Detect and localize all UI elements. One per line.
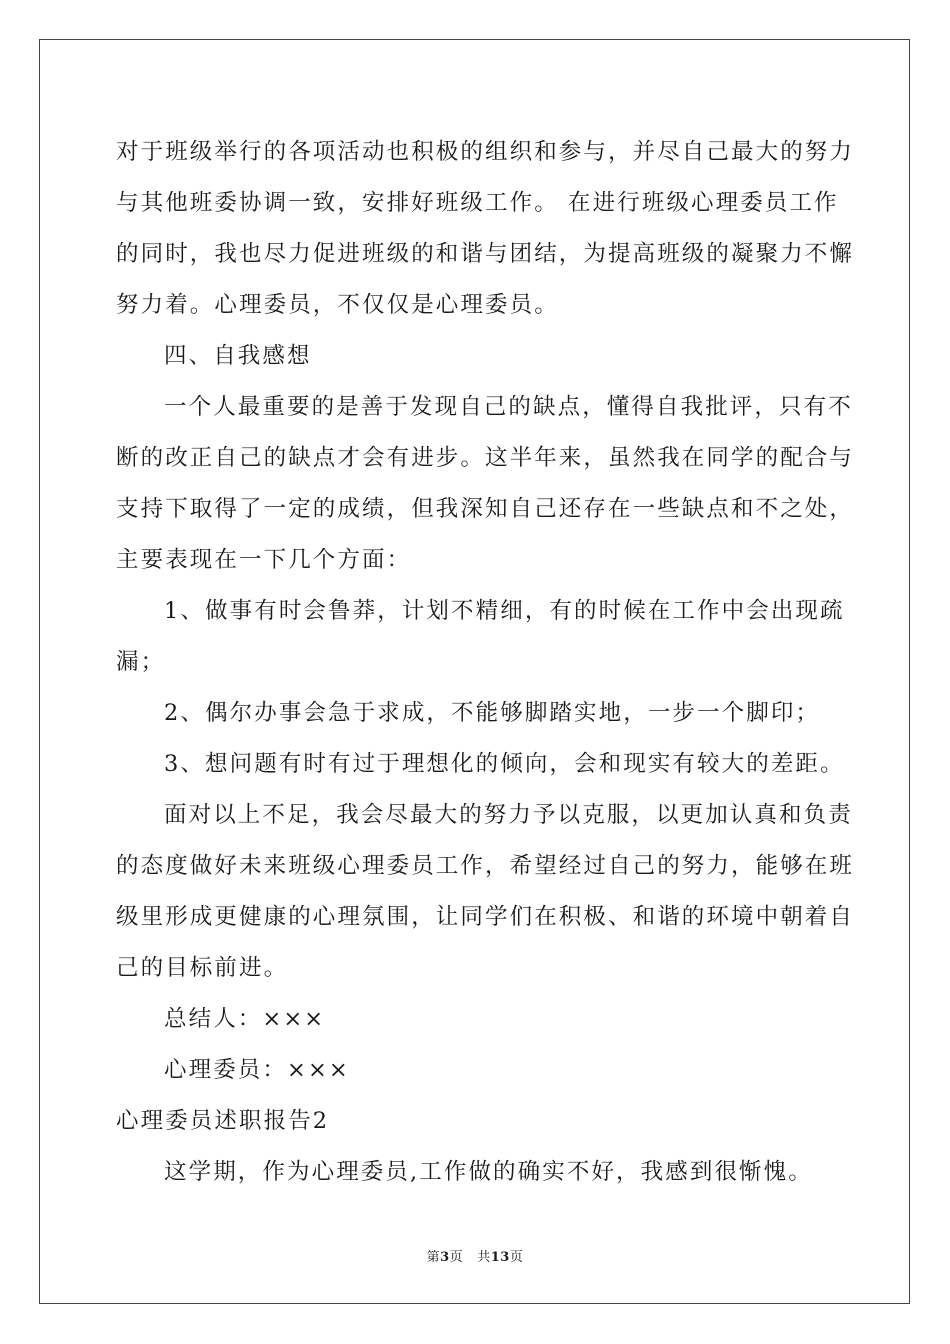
report-title: 心理委员述职报告2 bbox=[116, 1108, 330, 1134]
list-item: 3、想问题有时有过于理想化的倾向，会和现实有较大的差距。 bbox=[164, 751, 845, 777]
text-line: 己的目标前进。 bbox=[116, 955, 289, 981]
list-item: 2、偶尔办事会急于求成，不能够脚踏实地，一步一个脚印； bbox=[164, 700, 821, 726]
text-line: 漏； bbox=[116, 649, 166, 675]
signature-line: 总结人：××× bbox=[164, 1006, 326, 1032]
text-line: 这学期，作为心理委员,工作做的确实不好，我感到很惭愧。 bbox=[164, 1159, 813, 1185]
text-line: 努力着。心理委员，不仅仅是心理委员。 bbox=[116, 292, 559, 318]
text-line: 断的改正自己的缺点才会有进步。这半年来，虽然我在同学的配合与 bbox=[116, 445, 855, 471]
page-current: 3 bbox=[440, 1250, 450, 1265]
text-line: 的同时，我也尽力促进班级的和谐与团结，为提高班级的凝聚力不懈 bbox=[116, 241, 855, 267]
total-suffix: 页 bbox=[509, 1250, 524, 1265]
text-line: 支持下取得了一定的成绩，但我深知自己还存在一些缺点和不之处， bbox=[116, 496, 855, 522]
section-heading: 四、自我感想 bbox=[164, 343, 312, 369]
page-footer bbox=[0, 1246, 950, 1265]
total-prefix: 共 bbox=[477, 1250, 491, 1265]
text-line: 对于班级举行的各项活动也积极的组织和参与，并尽自己最大的努力 bbox=[116, 139, 855, 165]
text-line: 与其他班委协调一致，安排好班级工作。 在进行班级心理委员工作 bbox=[116, 190, 839, 216]
text-line: 主要表现在一下几个方面： bbox=[116, 547, 412, 573]
text-line: 面对以上不足，我会尽最大的努力予以克服，以更加认真和负责 bbox=[164, 802, 853, 828]
list-item: 1、做事有时会鲁莽，计划不精细，有的时候在工作中会出现疏 bbox=[164, 598, 845, 624]
text-line: 一个人最重要的是善于发现自己的缺点，懂得自我批评，只有不 bbox=[164, 394, 853, 420]
text-line: 的态度做好未来班级心理委员工作，希望经过自己的努力，能够在班 bbox=[116, 853, 855, 879]
page-suffix: 页 bbox=[449, 1250, 464, 1265]
page-total: 13 bbox=[490, 1250, 510, 1265]
text-line: 级里形成更健康的心理氛围，让同学们在积极、和谐的环境中朝着自 bbox=[116, 904, 855, 930]
signature-line: 心理委员：××× bbox=[164, 1057, 350, 1083]
document-body bbox=[116, 127, 855, 1198]
page-prefix: 第 bbox=[426, 1250, 441, 1265]
